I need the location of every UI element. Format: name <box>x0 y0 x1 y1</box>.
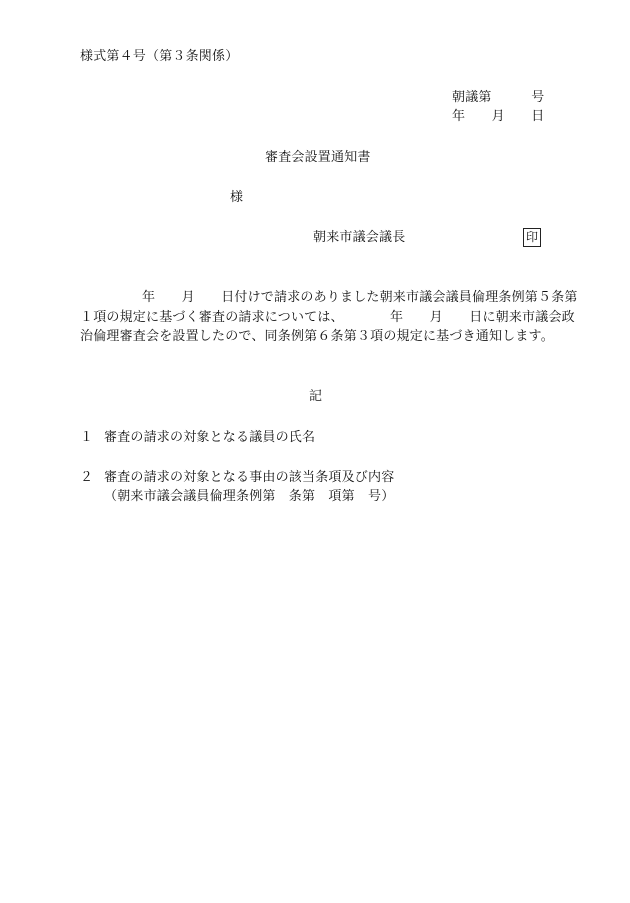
body-line-1: 年 月 日付けで請求のありました朝来市議会議員倫理条例第５条第 <box>142 290 578 305</box>
body-line-2: １項の規定に基づく審査の請求については、 年 月 日に朝来市議会政 <box>80 310 575 325</box>
date-line: 年 月 日 <box>452 109 545 124</box>
item-2-number: ２ <box>80 470 94 485</box>
item-1-number: １ <box>80 430 94 445</box>
sender-name: 朝来市議会議長 <box>313 230 406 245</box>
document-number-line: 朝議第 号 <box>452 90 545 105</box>
item-1-text: 審査の請求の対象となる議員の氏名 <box>104 430 316 445</box>
item-2-sub: （朝来市議会議員倫理条例第 条第 項第 号） <box>104 489 395 504</box>
recipient-honorific: 様 <box>230 190 244 205</box>
ki-heading: 記 <box>309 389 323 404</box>
form-number: 様式第４号（第３条関係） <box>80 49 239 64</box>
item-2-text: 審査の請求の対象となる事由の該当条項及び内容 <box>104 470 395 485</box>
seal-mark: 印 <box>523 228 541 247</box>
body-line-3: 治倫理審査会を設置したので、同条例第６条第３項の規定に基づき通知します。 <box>80 329 554 344</box>
document-title: 審査会設置通知書 <box>265 150 371 165</box>
